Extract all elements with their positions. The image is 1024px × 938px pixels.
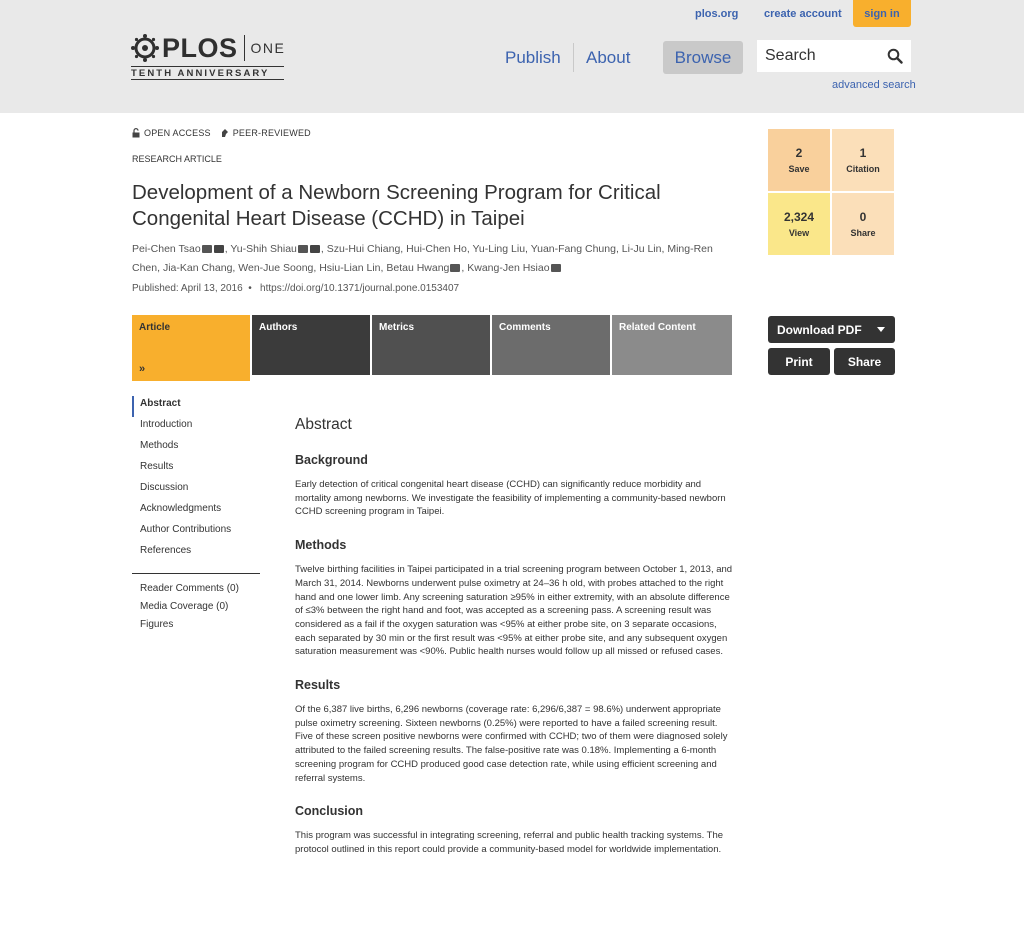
methods-heading: Methods [295, 538, 347, 553]
metric-view[interactable] [768, 193, 830, 255]
author-name[interactable]: Yu-Ling Liu [472, 243, 526, 255]
figures-link[interactable]: Figures [140, 619, 174, 630]
toc-extras [140, 582, 239, 636]
search-box [757, 40, 911, 72]
background-text: Early detection of critical congenital heart disease (CCHD) can significantly reduce morbidity and mortality among newborns. We investigate the feasibility of implementing a community-based newborn CCHD screening program in Taipei. [295, 479, 726, 518]
background-heading: Background [295, 453, 368, 467]
metrics-panel [768, 129, 895, 255]
affiliation-icon[interactable] [310, 245, 320, 253]
metric-save-count: 2 [795, 146, 803, 160]
metric-share-label: Share [850, 228, 876, 238]
metric-view-count: 2,324 [783, 210, 815, 224]
search-icon[interactable] [887, 48, 903, 64]
share-button[interactable]: Share [834, 348, 895, 375]
tab-authors[interactable]: Authors [252, 315, 370, 375]
author-name[interactable]: Ming-Ren Chen [132, 243, 713, 274]
nav-browse[interactable]: Browse [663, 41, 743, 74]
article-tabs [132, 315, 732, 381]
nav-publish[interactable]: Publish [505, 47, 561, 67]
logo-underline [131, 79, 284, 80]
author-name[interactable]: Yu-Shih Shiau [230, 243, 297, 255]
toc-references[interactable]: References [140, 545, 192, 556]
conclusion-heading: Conclusion [295, 804, 364, 819]
email-icon[interactable] [551, 264, 561, 272]
print-button[interactable]: Print [768, 348, 830, 375]
email-icon[interactable] [450, 264, 460, 272]
published-date: Published: April 13, 2016 [132, 283, 243, 294]
author-name[interactable]: Pei-Chen Tsao [132, 243, 201, 255]
access-badges [132, 128, 311, 138]
methods-text: Twelve birthing facilities in Taipei participated in a trial screening program between October 1, 2013, and March 31, 2014. Newborns underwent pulse oximetry at 24–36 h old, with probes attached to the right hand and one lower limb. Any screening saturation ≥95% in either extremity, with an absolute difference of ≤3% between the right hand and foot, was accepted as a screening pass. A screening result was considered as a fail if the oxygen saturation was <95% at either probe site, on 3 separate occasions, each separated by 30 min or the first result was <95% at either probe site, and any subsequent oxygen saturation measurement was <90%. Public health nurses would follow up all missed or refused cases. [295, 564, 733, 658]
metric-save-label: Save [788, 164, 810, 174]
equal-contrib-icon[interactable] [202, 245, 212, 253]
equal-contrib-icon[interactable] [298, 245, 308, 253]
advanced-search-link[interactable]: advanced search [832, 79, 916, 91]
metric-save[interactable] [768, 129, 830, 191]
media-coverage-link[interactable]: Media Coverage (0) [140, 601, 229, 612]
author-name[interactable]: Szu-Hui Chiang [326, 243, 401, 255]
publication-line [132, 283, 459, 294]
open-access-label: OPEN ACCESS [144, 128, 211, 138]
doi-link[interactable]: https://doi.org/10.1371/journal.pone.0153407 [260, 283, 460, 294]
open-access-badge [132, 128, 211, 138]
reader-comments-link[interactable]: Reader Comments (0) [140, 583, 239, 594]
toc-discussion[interactable]: Discussion [140, 482, 189, 493]
tab-comments[interactable]: Comments [492, 315, 610, 375]
site-header [0, 0, 1024, 113]
affiliation-icon[interactable] [214, 245, 224, 253]
author-name[interactable]: Betau Hwang [386, 262, 450, 274]
author-name[interactable]: Yuan-Fang Chung [530, 243, 616, 255]
nav-about[interactable]: About [586, 47, 631, 67]
author-name[interactable]: Wen-Jue Soong [238, 262, 314, 274]
logo-separator [244, 35, 245, 61]
tab-related-content[interactable]: Related Content [612, 315, 732, 375]
metric-citation-label: Citation [846, 164, 880, 174]
results-text: Of the 6,387 live births, 6,296 newborns (coverage rate: 6,296/6,387 = 98.6%) underwent appropriate pulse oximetry screening. Sixteen newborns (0.25%) were reported to have a failed screening result. Five of these screen positive newborns were confirmed with CCHD; two of them were diagnosed solely attributed to the failed screening results. The false-positive rate was 0.18%. Implementing a 6-month screening program for CCHD produced good case detection rate, while using efficient screening and referral systems. [295, 704, 728, 784]
peer-reviewed-label: PEER-REVIEWED [232, 128, 311, 138]
metric-citation[interactable] [832, 129, 894, 191]
tab-article[interactable] [132, 315, 250, 381]
article-title: Development of a Newborn Screening Program for Critical Congenital Heart Disease (CCHD) in Taipei [132, 181, 661, 230]
metric-share-count: 0 [859, 210, 867, 224]
peer-reviewed-badge [221, 128, 311, 138]
download-pdf-label: Download PDF [777, 322, 862, 337]
author-list: Pei-Chen Tsao , Yu-Shih Shiau , Szu-Hui Chiang, Hui-Chen Ho, Yu-Ling Liu, Yuan-Fang Chung, Li-Ju Lin, Ming-Ren Chen, Jia-Kan Chang, Wen-Jue Soong, Hsiu-Lian Lin, Betau Hwang , Kwang-Jen Hsiao [132, 243, 713, 274]
logo-anniversary: TENTH ANNIVERSARY [131, 66, 284, 79]
toc-divider [132, 573, 260, 574]
table-of-contents [132, 396, 260, 564]
download-pdf-button[interactable] [768, 316, 895, 343]
logo-brand: PLOS [162, 33, 238, 63]
logo-journal: ONE [250, 40, 286, 56]
toc-methods[interactable]: Methods [140, 440, 179, 451]
plos-logo-icon [131, 34, 159, 62]
metric-view-label: View [788, 228, 810, 238]
toc-acknowledgments[interactable]: Acknowledgments [140, 503, 222, 514]
abstract-content [295, 416, 735, 876]
author-name[interactable]: Hui-Chen Ho [406, 243, 467, 255]
author-name[interactable]: Jia-Kan Chang [162, 262, 233, 274]
sign-in-button[interactable]: sign in [853, 0, 911, 27]
toc-author-contributions[interactable]: Author Contributions [140, 524, 232, 535]
plos-one-logo[interactable] [131, 33, 286, 81]
caret-down-icon[interactable] [877, 327, 885, 332]
chevron-down-icon: » [139, 363, 146, 375]
lock-open-icon [132, 128, 140, 138]
author-name[interactable]: Hsiu-Lian Lin [319, 262, 381, 274]
tab-article-label: Article [139, 322, 171, 333]
metric-share[interactable] [832, 193, 894, 255]
toc-introduction[interactable]: Introduction [140, 419, 193, 430]
author-name[interactable]: Li-Ju Lin [621, 243, 662, 255]
peer-reviewed-icon [221, 128, 229, 138]
create-account-link[interactable]: create account [764, 8, 842, 20]
author-name[interactable]: Kwang-Jen Hsiao [467, 262, 550, 274]
tab-metrics[interactable]: Metrics [372, 315, 490, 375]
abstract-title: Abstract [295, 416, 352, 433]
nav-divider [573, 43, 574, 72]
plos-org-link[interactable]: plos.org [695, 8, 739, 20]
results-heading: Results [295, 678, 341, 693]
toc-abstract[interactable]: Abstract [132, 396, 260, 417]
search-input[interactable] [757, 47, 877, 65]
article-type: RESEARCH ARTICLE [132, 154, 222, 164]
toc-results[interactable]: Results [140, 461, 174, 472]
metric-citation-count: 1 [859, 146, 867, 160]
conclusion-text: This program was successful in integrating screening, referral and public health tracking systems. The protocol outlined in this report could provide a community-based model for worldwide implementation. [295, 830, 724, 855]
dot-separator: • [245, 283, 258, 294]
